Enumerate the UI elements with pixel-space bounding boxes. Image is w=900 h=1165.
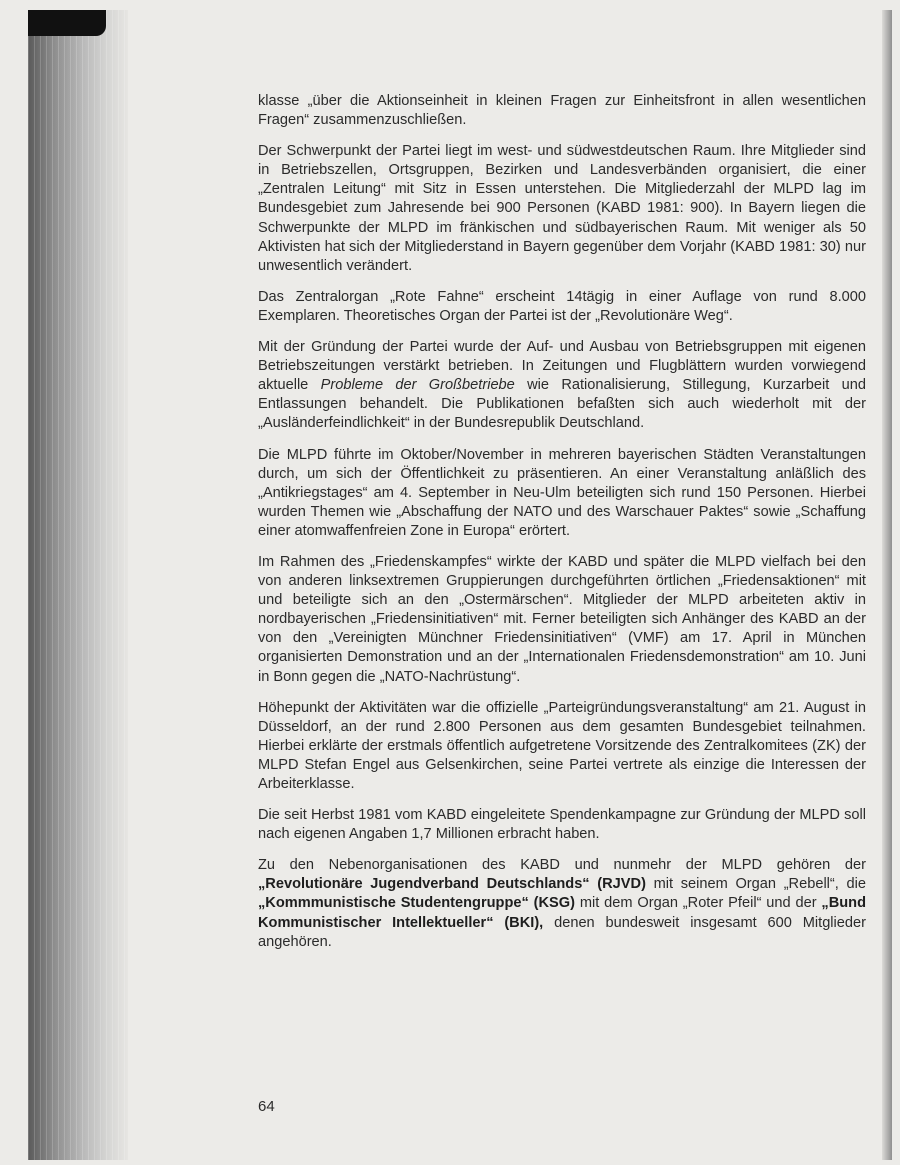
paragraph-6: Im Rahmen des „Friedenskampfes“ wirkte der KABD und später die MLPD vielfach bei den von anderen linksextremen Gruppierungen durchgeführten örtlichen „Friedensaktionen“ mit und beteiligte sich an den „Ostermärschen“. Mitglieder der MLPD arbeiteten aktiv in nordbayerischen „Friedensinitiativen“ mit. Ferner beteiligten sich Anhänger des KABD an der von den „Vereinigten Münchner Friedensinitiativen“ (VMF) am 17. April in München organisierten Demonstration und an der „Internationalen Friedensdemonstration“ am 10. Juni in Bonn gegen die „NATO-Nachrüstung“. <box>258 553 866 685</box>
book-right-edge <box>882 10 892 1160</box>
paragraph-9: Zu den Nebenorganisationen des KABD und nunmehr der MLPD gehören der „Revolutionäre Jugendverband Deutschlands“ (RJVD) mit seinem Organ „Rebell“, die „Kommmunistische Studentengruppe“ (KSG) mit dem Organ „Roter Pfeil“ und der „Bund Kommunistischer Intellektueller“ (BKI), denen bundesweit insgesamt 600 Mitglieder angehören. <box>258 857 867 950</box>
paragraph-8: Die seit Herbst 1981 vom KABD eingeleitete Spendenkampagne zur Gründung der MLPD soll nach eigenen Angaben 1,7 Millionen erbracht haben. <box>258 807 866 843</box>
scan-corner-shadow <box>28 10 106 36</box>
paragraph-2: Der Schwerpunkt der Partei liegt im west- und südwestdeutschen Raum. Ihre Mitglieder sind in Betriebszellen, Ortsgruppen, Bezirken und Landesverbänden organisiert, die einer „Zentralen Leitung“ mit Sitz in Essen unterstehen. Die Mitgliederzahl der MLPD lag im Bundesgebiet zum Jahresende bei 900 Personen (KABD 1981: 900). In Bayern liegen die Schwerpunkte der MLPD im fränkischen und südbayerischen Raum. Mit weniger als 50 Aktivisten hat sich der Mitgliederstand in Bayern gegenüber dem Vorjahr (KABD 1981: 30) nur unwesentlich verändert. <box>258 143 866 274</box>
paragraph-4: Mit der Gründung der Partei wurde der Auf- und Ausbau von Betriebsgruppen mit eigenen Betriebszeitungen verstärkt betrieben. In Zeitungen und Flugblättern wurden vorwiegend aktuelle Probleme der Großbetriebe wie Rationalisierung, Stillegung, Kurzarbeit und Entlassungen behandelt. Die Publikationen befaßten sich auch wiederholt mit der „Ausländerfeindlichkeit“ in der Bundesrepublik Deutschland. <box>258 339 867 432</box>
paragraph-7: Höhepunkt der Aktivitäten war die offizielle „Parteigründungsveranstaltung“ am 21. August in Düsseldorf, an der rund 2.800 Personen aus dem gesamten Bundesgebiet teilnahmen. Hierbei erklärte der erstmals öffentlich aufgetretene Vorsitzende des Zentralkomitees (ZK) der MLPD Stefan Engel aus Gelsenkirchen, seine Partei vertrete als einzige die Interessen der Arbeiterklasse. <box>258 699 866 792</box>
paragraph-5: Die MLPD führte im Oktober/November in mehreren bayerischen Städten Veranstaltungen durch, um sich der Öffentlichkeit zu präsentieren. An einer Veranstaltung anläßlich des „Antikriegstages“ am 4. September in Neu-Ulm beteiligten sich rund 150 Personen. Hierbei wurden Themen wie „Abschaffung der NATO und des Warschauer Paktes“ sowie „Schaffung einer atomwaffenfreien Zone in Europa“ erörtert. <box>258 446 866 539</box>
page-number: 64 <box>258 1098 275 1115</box>
paragraph-1: klasse „über die Aktionseinheit in kleinen Fragen zur Einheitsfront in allen wesentlichen Fragen“ zusammenzuschließen. <box>258 93 866 129</box>
page-body <box>258 92 866 964</box>
book-page-stack-edge <box>28 10 128 1160</box>
paragraph-3: Das Zentralorgan „Rote Fahne“ erscheint 14tägig in einer Auflage von rund 8.000 Exemplaren. Theoretisches Organ der Partei ist der „Revolutionäre Weg“. <box>258 288 866 324</box>
